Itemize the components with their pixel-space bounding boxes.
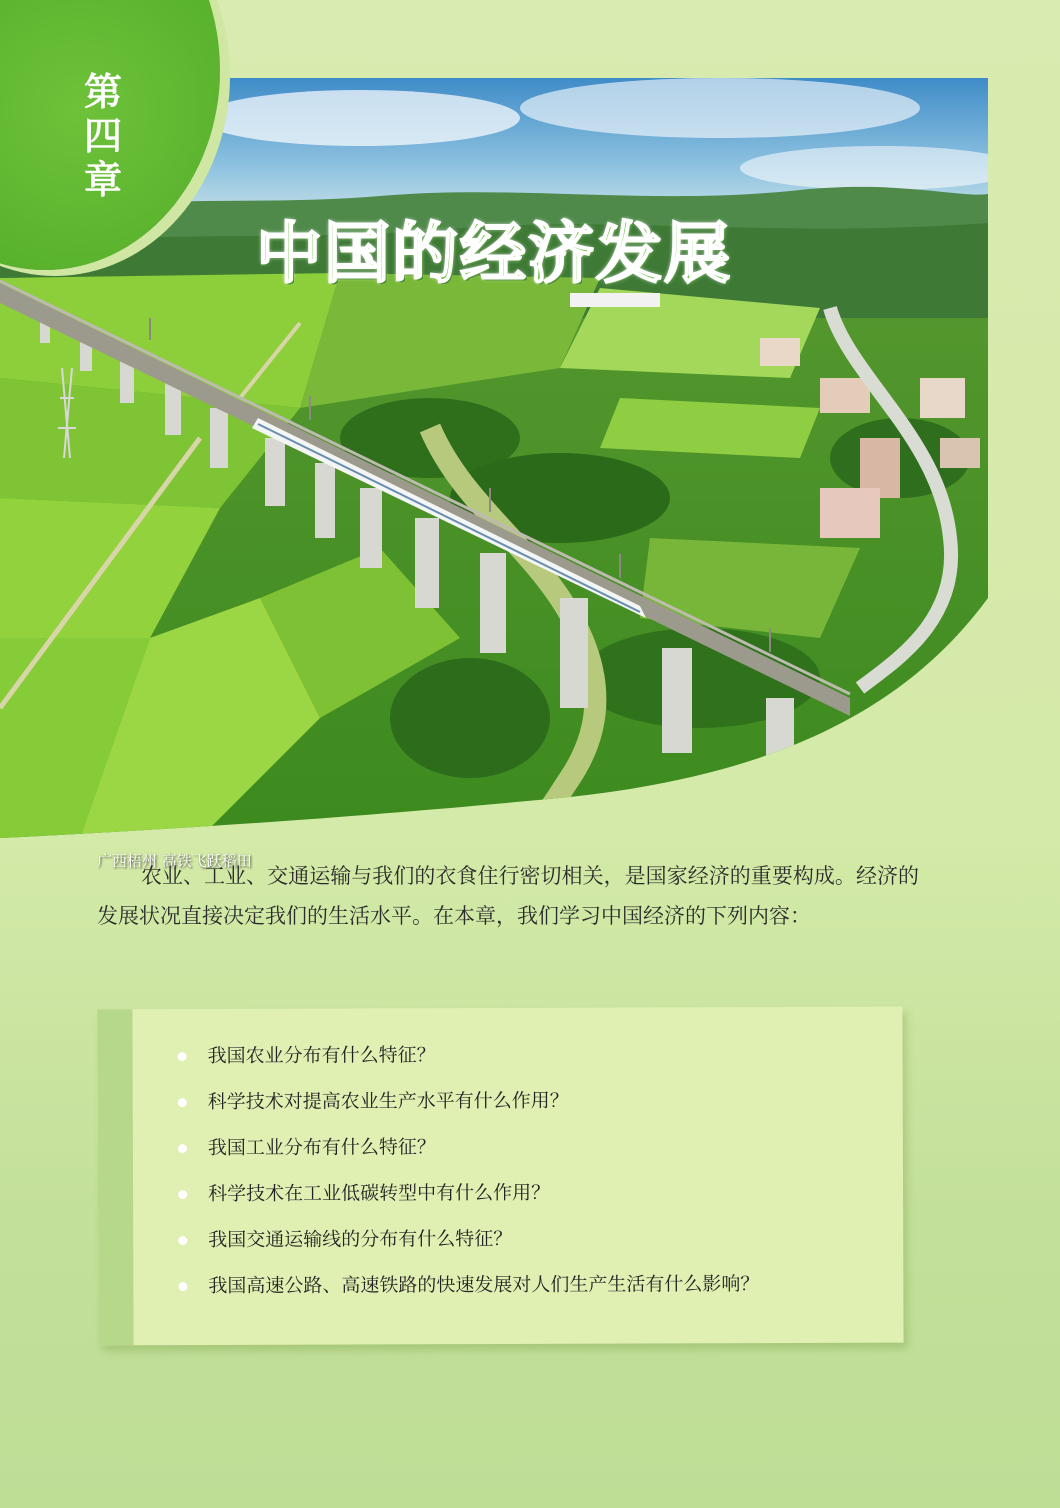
bullet-icon: [178, 1052, 187, 1061]
bullet-icon: [178, 1282, 187, 1291]
question-text: 我国高速公路、高速铁路的快速发展对人们生产生活有什么影响？: [208, 1273, 760, 1298]
chapter-number: 第四章: [83, 69, 122, 202]
chapter-title: 中国的经济发展: [256, 215, 732, 292]
question-text: 我国交通运输线的分布有什么特征？: [208, 1227, 513, 1252]
list-item: [178, 1085, 759, 1133]
list-item: [178, 1039, 759, 1087]
question-text: 科学技术在工业低碳转型中有什么作用？: [208, 1181, 551, 1206]
question-text: 我国农业分布有什么特征？: [207, 1044, 436, 1068]
panel-accent-bar: [97, 1009, 133, 1345]
bullet-icon: [178, 1144, 187, 1153]
bullet-icon: [178, 1236, 187, 1245]
question-list: [178, 1039, 760, 1317]
list-item: [178, 1223, 759, 1271]
photo-caption: 广西梧州 高铁飞跃稻田: [97, 852, 252, 870]
list-item: [178, 1177, 759, 1225]
bullet-icon: [178, 1190, 187, 1199]
intro-paragraph: 农业、工业、交通运输与我们的衣食住行密切相关，是国家经济的重要构成。经济的发展状况直接决定我们的生活水平。在本章，我们学习中国经济的下列内容：: [97, 864, 919, 928]
question-text: 我国工业分布有什么特征？: [207, 1136, 436, 1160]
list-item: [178, 1269, 759, 1317]
question-text: 科学技术对提高农业生产水平有什么作用？: [207, 1089, 569, 1114]
bullet-icon: [178, 1098, 187, 1107]
list-item: [178, 1131, 759, 1179]
question-panel: [97, 1007, 903, 1346]
